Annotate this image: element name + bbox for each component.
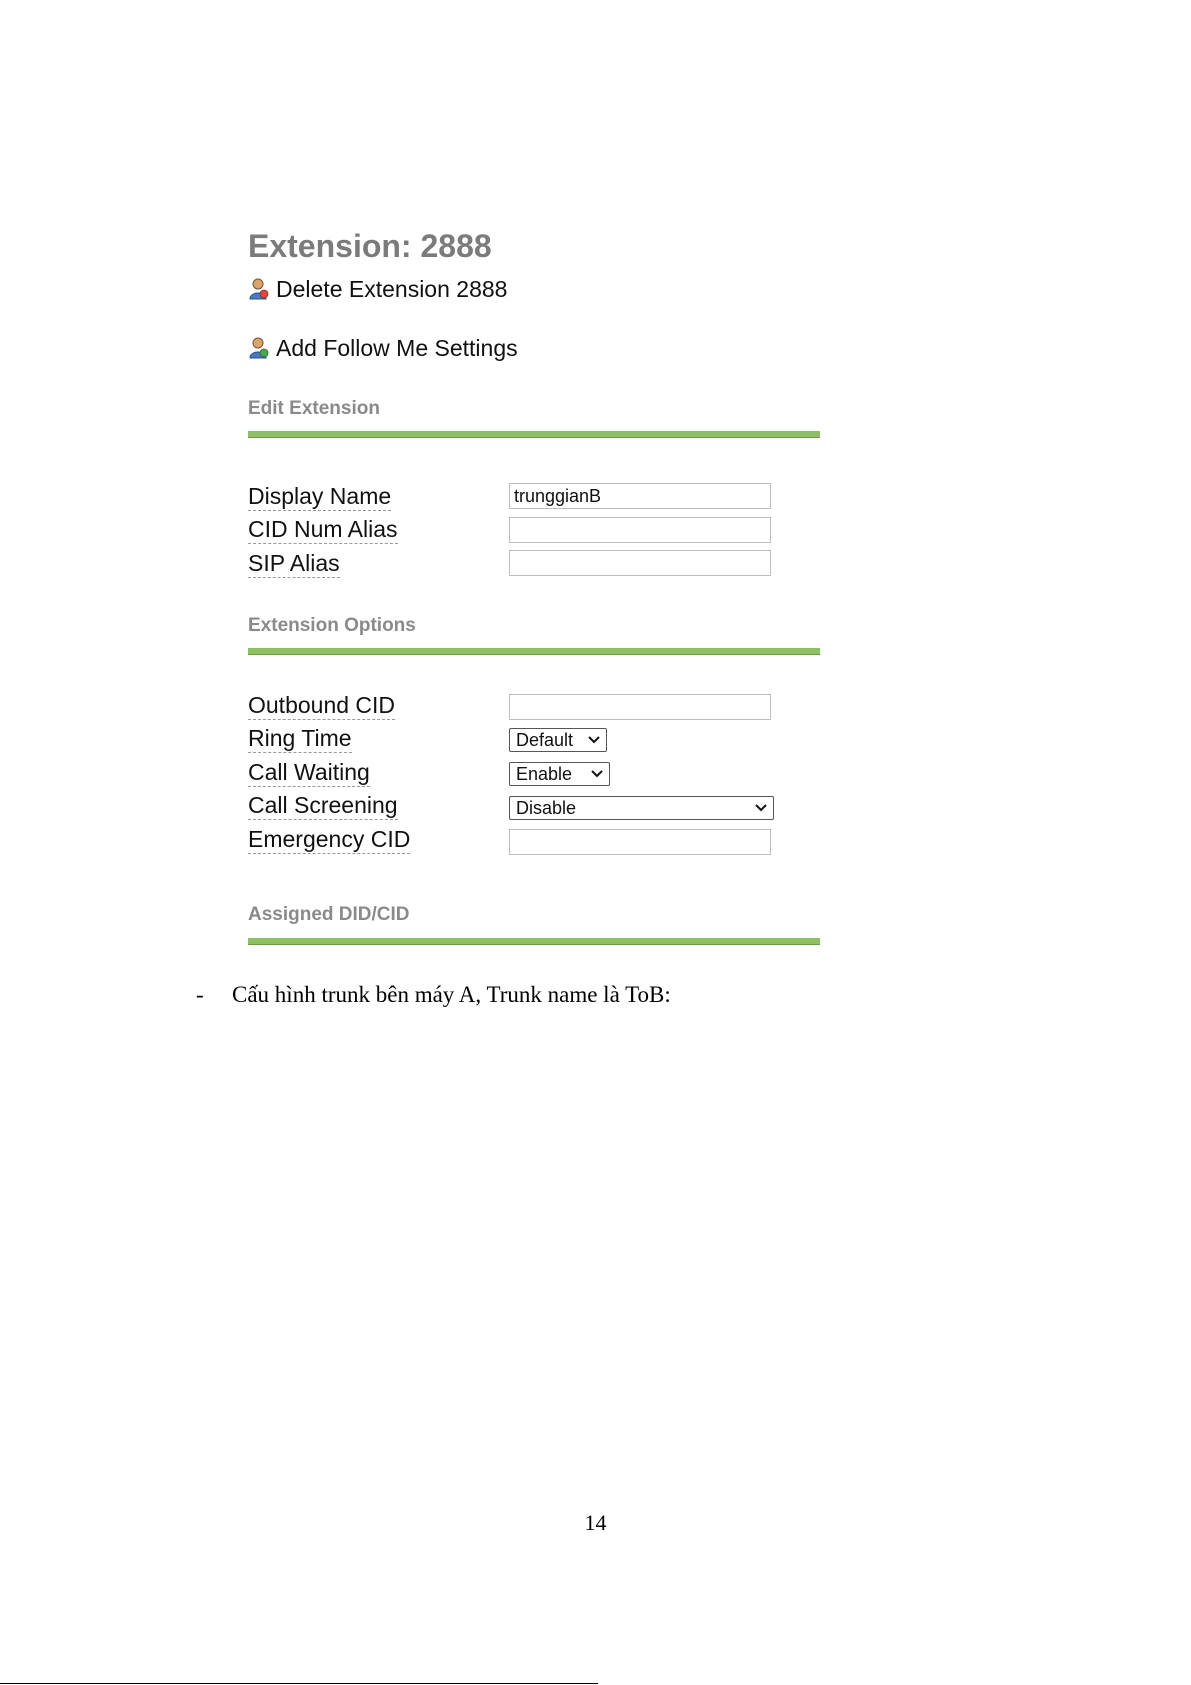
cid-num-alias-label: CID Num Alias <box>248 516 398 542</box>
chevron-down-icon <box>755 804 767 812</box>
outbound-cid-input[interactable] <box>509 694 771 720</box>
section-title-edit-extension: Edit Extension <box>248 398 380 419</box>
extension-title: Extension: 2888 <box>248 228 492 264</box>
section-divider <box>248 648 820 655</box>
footer-rule <box>0 1683 598 1684</box>
page-number: 14 <box>584 1510 607 1535</box>
emergency-cid-input[interactable] <box>509 829 771 855</box>
chevron-down-icon <box>591 770 603 778</box>
outbound-cid-label: Outbound CID <box>248 692 396 718</box>
delete-extension-label: Delete Extension 2888 <box>276 275 508 302</box>
add-follow-me-link[interactable] <box>248 333 518 363</box>
call-screening-select[interactable] <box>509 796 774 820</box>
user-icon <box>248 336 270 360</box>
section-title-extension-options: Extension Options <box>248 615 416 636</box>
call-waiting-value: Enable <box>516 763 573 784</box>
add-follow-me-label: Add Follow Me Settings <box>276 334 518 361</box>
delete-extension-link[interactable] <box>248 274 507 304</box>
extension-screenshot <box>248 226 828 925</box>
call-waiting-label: Call Waiting <box>248 759 370 785</box>
call-screening-label: Call Screening <box>248 792 398 818</box>
section-divider <box>248 938 820 945</box>
call-waiting-select[interactable] <box>509 762 610 786</box>
user-icon <box>248 277 270 301</box>
cid-num-alias-input[interactable] <box>509 517 771 543</box>
sip-alias-input[interactable] <box>509 550 771 576</box>
section-divider <box>248 431 820 438</box>
emergency-cid-label: Emergency CID <box>248 826 411 852</box>
section-title-assigned-did-cid: Assigned DID/CID <box>248 904 410 925</box>
caption-text: Cấu hình trunk bên máy A, Trunk name là ToB: <box>232 982 671 1007</box>
document-caption <box>196 982 671 1008</box>
display-name-label: Display Name <box>248 483 392 509</box>
sip-alias-label: SIP Alias <box>248 550 340 576</box>
bullet-dash: - <box>196 982 204 1007</box>
ring-time-value: Default <box>516 729 574 750</box>
chevron-down-icon <box>588 736 600 744</box>
ring-time-select[interactable] <box>509 728 607 752</box>
display-name-input[interactable] <box>509 483 771 509</box>
call-screening-value: Disable <box>516 797 577 818</box>
ring-time-label: Ring Time <box>248 725 352 751</box>
